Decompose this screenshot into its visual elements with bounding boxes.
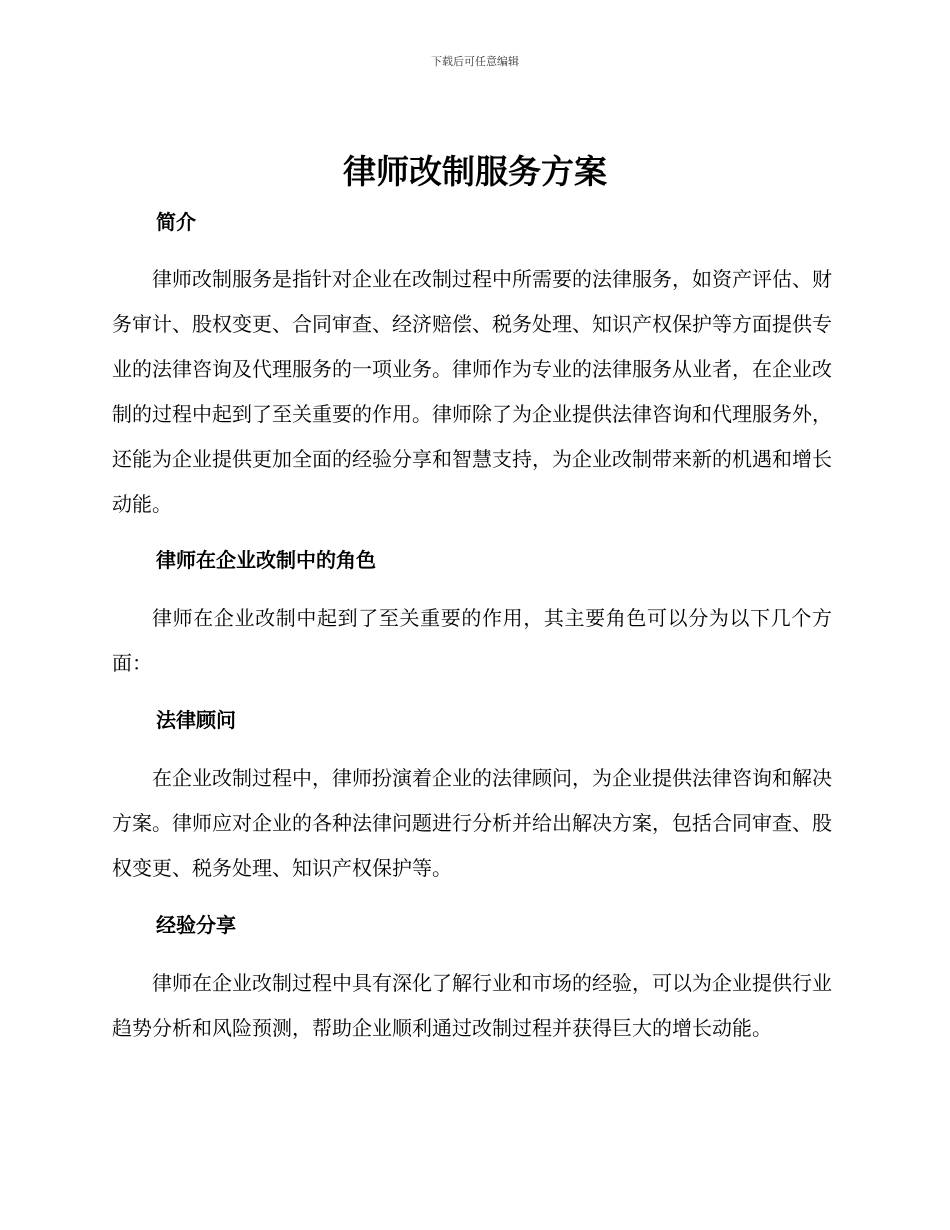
- section-heading-lawyer-role: 律师在企业改制中的角色: [156, 548, 376, 572]
- document-title: 律师改制服务方案: [343, 152, 607, 191]
- section-heading-experience-sharing: 经验分享: [156, 913, 236, 937]
- header-note: 下载后可任意编辑: [431, 55, 519, 68]
- section-paragraph-intro: 律师改制服务是指针对企业在改制过程中所需要的法律服务，如资产评估、财务审计、股权变更、合同审查、经济赔偿、税务处理、知识产权保护等方面提供专业的法律咨询及代理服务的一项业务。律师作为专业的法律服务从业者，在企业改制的过程中起到了至关重要的作用。律师除了为企业提供法律咨询和代理服务外，还能为企业提供更加全面的经验分享和智慧支持，为企业改制带来新的机遇和增长动能。: [112, 267, 832, 516]
- section-paragraph-lawyer-role: 律师在企业改制中起到了至关重要的作用，其主要角色可以分为以下几个方面：: [112, 606, 832, 675]
- section-heading-legal-advisor: 法律顾问: [156, 708, 236, 732]
- section-heading-intro: 简介: [156, 210, 196, 234]
- section-paragraph-experience-sharing: 律师在企业改制过程中具有深化了解行业和市场的经验，可以为企业提供行业趋势分析和风险预测，帮助企业顺利通过改制过程并获得巨大的增长动能。: [112, 971, 832, 1040]
- section-paragraph-legal-advisor: 在企业改制过程中，律师扮演着企业的法律顾问，为企业提供法律咨询和解决方案。律师应对企业的各种法律问题进行分析并给出解决方案，包括合同审查、股权变更、税务处理、知识产权保护等。: [112, 766, 832, 880]
